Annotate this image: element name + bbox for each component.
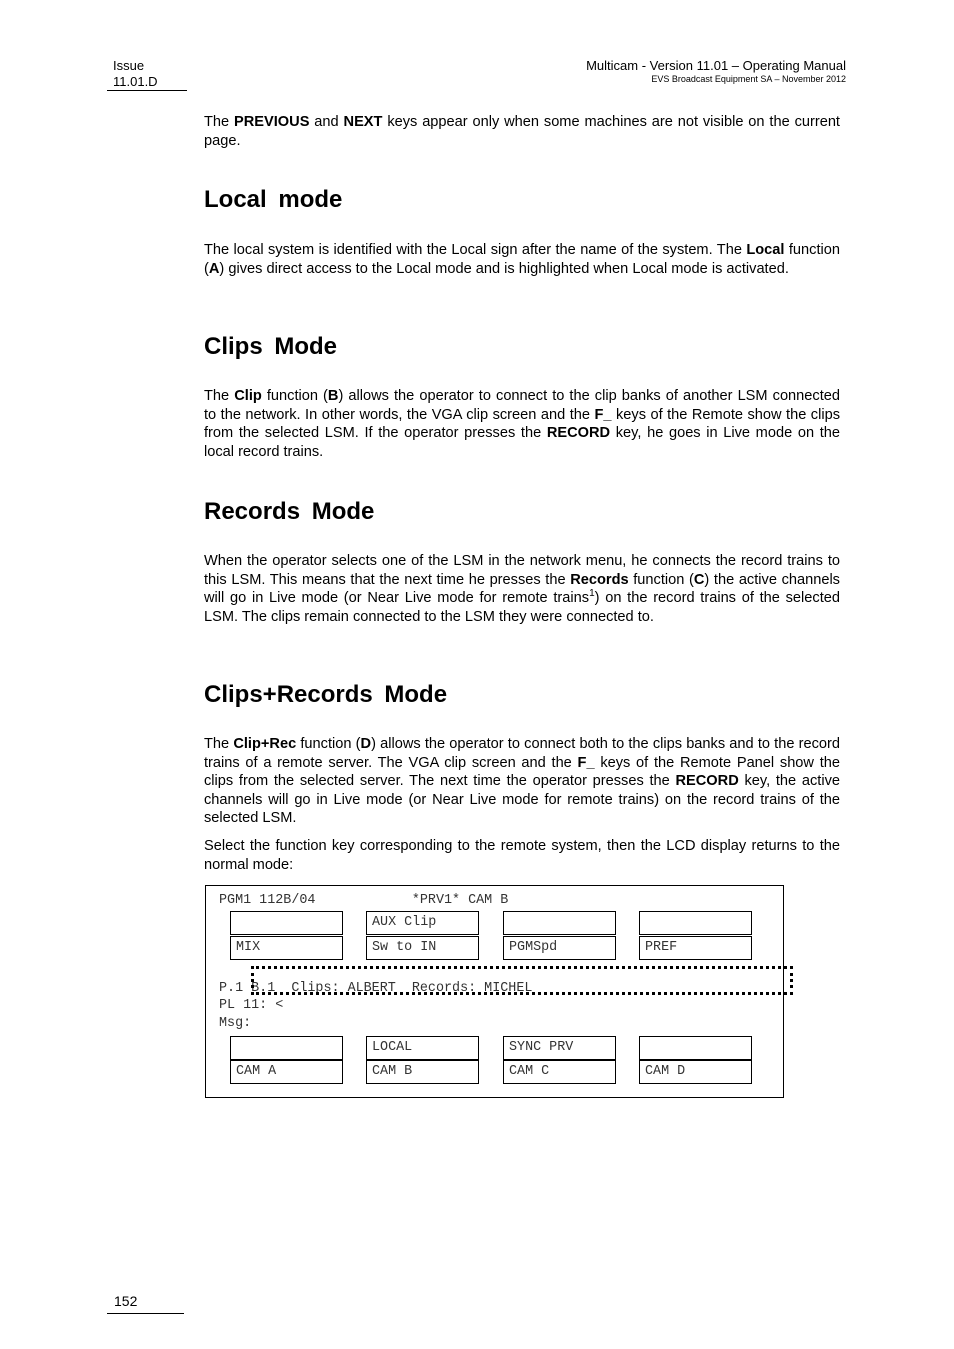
softkey-2-bottom[interactable]: Sw to IN xyxy=(366,936,479,960)
cliprec-paragraph-2: Select the function key corresponding to the remote system, then the LCD display returns to the normal mode: xyxy=(204,838,840,873)
lcd-page-bank-line: P.1 B.1 Clips: ALBERT Records: MICHEL xyxy=(219,981,533,996)
softkey-6-bottom[interactable]: CAM B xyxy=(366,1060,479,1084)
clips-paragraph: The Clip function (B) allows the operator to connect to the clip banks of another LSM connected to the network. In other words, the VGA clip screen and the F_ keys of the Remote show the clips from the selected LSM. If the operator presses the RECORD key, he goes in Live mode on the local record trains. xyxy=(204,388,840,460)
issue-number: 11.01.D xyxy=(113,74,158,89)
header-issue xyxy=(113,58,158,90)
manual-subtitle: EVS Broadcast Equipment SA – November 2012 xyxy=(651,74,846,84)
softkey-4-bottom[interactable]: PREF xyxy=(639,936,752,960)
page-number: 152 xyxy=(114,1293,138,1309)
softkey-8-bottom[interactable]: CAM D xyxy=(639,1060,752,1084)
lcd-playlist-line: PL 11: < xyxy=(219,998,284,1013)
issue-label: Issue xyxy=(113,58,145,73)
heading-records-mode: Records Mode xyxy=(204,498,375,525)
local-paragraph: The local system is identified with the Local sign after the name of the system. The Local function (A) gives direct access to the Local mode and is highlighted when Local mode is activated. xyxy=(204,242,840,277)
footnote-ref[interactable]: 1 xyxy=(589,588,595,600)
manual-title: Multicam - Version 11.01 – Operating Manual xyxy=(586,58,846,73)
header-divider xyxy=(107,90,187,91)
lcd-message-line: Msg: xyxy=(219,1016,252,1031)
softkey-4-top[interactable] xyxy=(639,911,752,935)
lcd-status-line-1: PGM1 112B/04 *PRV1* CAM B xyxy=(219,893,509,908)
heading-clips-mode: Clips Mode xyxy=(204,333,338,360)
softkey-1-bottom[interactable]: MIX xyxy=(230,936,343,960)
softkey-8-top[interactable] xyxy=(639,1036,752,1060)
softkey-3-bottom[interactable]: PGMSpd xyxy=(503,936,616,960)
header-title-block xyxy=(586,58,846,85)
heading-clips-records-mode: Clips+Records Mode xyxy=(204,681,448,708)
softkey-6-top[interactable]: LOCAL xyxy=(366,1036,479,1060)
softkey-3-top[interactable] xyxy=(503,911,616,935)
softkey-7-bottom[interactable]: CAM C xyxy=(503,1060,616,1084)
softkey-7-top[interactable]: SYNC PRV xyxy=(503,1036,616,1060)
softkey-5-bottom[interactable]: CAM A xyxy=(230,1060,343,1084)
softkey-5-top[interactable] xyxy=(230,1036,343,1060)
highlight-dotted-box xyxy=(251,966,793,995)
intro-paragraph: The PREVIOUS and NEXT keys appear only when some machines are not visible on the current page. xyxy=(204,114,840,149)
softkey-2-top[interactable]: AUX Clip xyxy=(366,911,479,935)
records-paragraph: When the operator selects one of the LSM in the network menu, he connects the record trains to this LSM. This means that the next time he presses the Records function (C) the active channels will go in Live mode (or Near Live mode for remote trains$^1$) on the record trains of the selected LSM. The clips remain connected to the LSM they were connected to. xyxy=(204,553,840,625)
cliprec-paragraph: The Clip+Rec function (D) allows the operator to connect both to the clips banks and to the record trains of a remote server. The VGA clip screen and the F_ keys of the Remote Panel show the clips from the selected server. The next time the operator presses the RECORD key, the active channels will go in Live mode (or Near Live mode for remote trains) on the record trains of the selected LSM. xyxy=(204,736,841,826)
footer-divider xyxy=(107,1313,184,1314)
softkey-1-top[interactable] xyxy=(230,911,343,935)
heading-local-mode: Local mode xyxy=(204,186,343,213)
